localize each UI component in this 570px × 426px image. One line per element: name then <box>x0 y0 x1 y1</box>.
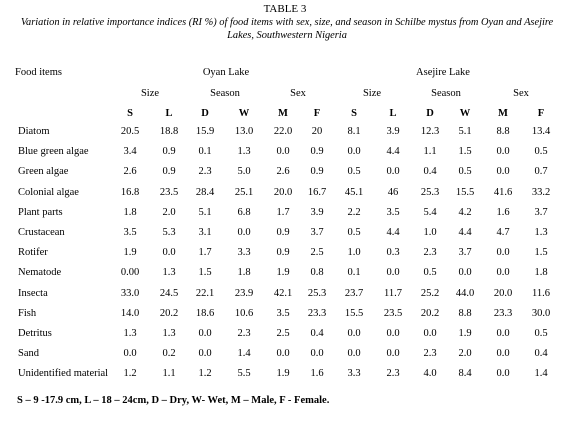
table-cell: 0.0 <box>198 328 212 339</box>
table-cell: 2.6 <box>276 166 290 178</box>
table-cell: 1.7 <box>198 247 212 259</box>
row-label: Rotifer <box>18 247 48 259</box>
table-cell: 3.5 <box>123 227 137 238</box>
table-cell: 3.5 <box>386 206 400 218</box>
table-cell: 22.1 <box>195 287 215 299</box>
column-subheader: M <box>498 108 508 119</box>
table-cell: 8.8 <box>496 126 510 137</box>
table-cell: 3.3 <box>237 247 251 259</box>
table-cell: 2.5 <box>276 328 290 339</box>
table-cell: 0.0 <box>496 166 510 178</box>
table-cell: 3.7 <box>458 247 472 259</box>
table-cell: 2.3 <box>423 247 437 259</box>
table-cell: 3.5 <box>276 307 290 319</box>
table-cell: 1.5 <box>534 247 548 259</box>
table-cell: 0.0 <box>386 328 400 339</box>
table-cell: 0.0 <box>347 146 361 158</box>
table-cell: 4.7 <box>496 227 510 238</box>
table-cell: 1.4 <box>534 368 548 380</box>
table-cell: 24.5 <box>159 287 179 299</box>
table-cell: 0.0 <box>386 166 400 178</box>
table-cell: 3.7 <box>534 206 548 218</box>
table-cell: 0.9 <box>162 146 176 158</box>
row-label: Detritus <box>18 328 52 339</box>
table-cell: 16.7 <box>307 186 327 198</box>
group-header-sex: Sex <box>290 88 306 99</box>
table-cell: 1.0 <box>423 227 437 238</box>
row-label: Sand <box>18 348 39 360</box>
group-header-season: Season <box>210 88 240 99</box>
table-cell: 0.0 <box>276 146 290 158</box>
table-cell: 5.4 <box>423 206 437 218</box>
table-cell: 13.4 <box>531 126 551 137</box>
table-cell: 0.5 <box>458 166 472 178</box>
table-cell: 0.0 <box>198 348 212 360</box>
column-subheader: W <box>459 108 471 119</box>
table-cell: 20.0 <box>273 186 293 198</box>
table-cell: 33.2 <box>531 186 551 198</box>
column-subheader: F <box>537 108 545 119</box>
column-subheader: L <box>389 108 397 119</box>
table-cell: 5.5 <box>237 368 251 380</box>
table-cell: 1.0 <box>347 247 361 259</box>
table-cell: 8.4 <box>458 368 472 380</box>
table-cell: 0.9 <box>276 227 290 238</box>
table-cell: 20.5 <box>120 126 140 137</box>
column-subheader: S <box>127 108 133 119</box>
table-cell: 0.0 <box>276 348 290 360</box>
row-label: Plant parts <box>18 206 63 218</box>
table-cell: 3.4 <box>123 146 137 158</box>
table-cell: 1.2 <box>198 368 212 380</box>
table-cell: 0.1 <box>347 267 361 279</box>
table-cell: 3.1 <box>198 227 212 238</box>
table-cell: 18.6 <box>195 307 215 319</box>
table-cell: 3.7 <box>310 227 324 238</box>
table-cell: 0.0 <box>496 146 510 158</box>
table-cell: 20 <box>311 126 323 137</box>
table-cell: 1.8 <box>534 267 548 279</box>
row-label: Nematode <box>18 267 62 279</box>
table-cell: 0.0 <box>496 368 510 380</box>
lake-header-oyan: Oyan Lake <box>202 67 250 78</box>
table-cell: 0.0 <box>347 348 361 360</box>
table-cell: 1.6 <box>496 206 510 218</box>
table-cell: 3.9 <box>386 126 400 137</box>
row-label: Insecta <box>18 287 48 299</box>
table-cell: 4.4 <box>458 227 472 238</box>
table-cell: 10.6 <box>234 307 254 319</box>
table-cell: 44.0 <box>455 287 475 299</box>
table-cell: 42.1 <box>273 287 293 299</box>
table-cell: 16.8 <box>120 186 140 198</box>
column-subheader: D <box>201 108 209 119</box>
column-subheader: D <box>426 108 434 119</box>
table-cell: 23.9 <box>234 287 254 299</box>
table-cell: 0.7 <box>534 166 548 178</box>
table-cell: 0.0 <box>386 267 400 279</box>
table-cell: 0.0 <box>386 348 400 360</box>
table-cell: 0.9 <box>310 146 324 158</box>
table-cell: 25.2 <box>420 287 440 299</box>
table-cell: 0.2 <box>162 348 176 360</box>
row-label: Green algae <box>18 166 69 178</box>
table-title: TABLE 3 <box>263 3 307 15</box>
table-cell: 1.3 <box>534 227 548 238</box>
table-cell: 5.0 <box>237 166 251 178</box>
lake-header-asejire: Asejire Lake <box>416 67 470 78</box>
table-cell: 0.00 <box>120 267 140 279</box>
table-cell: 1.3 <box>123 328 137 339</box>
table-cell: 0.0 <box>496 247 510 259</box>
table-cell: 3.3 <box>347 368 361 380</box>
table-cell: 1.9 <box>276 368 290 380</box>
row-label: Unidentified material <box>18 368 109 380</box>
table-cell: 23.3 <box>307 307 327 319</box>
table-cell: 0.4 <box>423 166 437 178</box>
table-cell: 0.5 <box>423 267 437 279</box>
table-cell: 2.3 <box>237 328 251 339</box>
table-cell: 0.9 <box>162 166 176 178</box>
table-cell: 6.8 <box>237 206 251 218</box>
table-cell: 11.6 <box>532 287 550 299</box>
table-cell: 5.1 <box>458 126 472 137</box>
table-cell: 0.5 <box>534 328 548 339</box>
table-cell: 1.1 <box>423 146 437 158</box>
table-cell: 8.8 <box>458 307 472 319</box>
table-cell: 23.7 <box>344 287 364 299</box>
table-cell: 14.0 <box>120 307 140 319</box>
table-cell: 0.5 <box>347 227 361 238</box>
table-cell: 4.4 <box>386 146 400 158</box>
row-label: Fish <box>18 307 37 319</box>
table-cell: 12.3 <box>420 126 440 137</box>
row-label: Diatom <box>18 126 50 137</box>
table-cell: 0.0 <box>423 328 437 339</box>
table-cell: 1.7 <box>276 206 290 218</box>
table-cell: 0.1 <box>198 146 212 158</box>
table-cell: 1.6 <box>310 368 324 380</box>
table-cell: 1.1 <box>162 368 176 380</box>
column-subheader: W <box>238 108 250 119</box>
table-cell: 0.4 <box>534 348 548 360</box>
table-cell: 22.0 <box>273 126 293 137</box>
group-header-sex: Sex <box>513 88 529 99</box>
table-cell: 18.8 <box>159 126 179 137</box>
table-cell: 1.3 <box>237 146 251 158</box>
table-cell: 0.0 <box>496 348 510 360</box>
group-header-size: Size <box>140 88 160 99</box>
table-cell: 0.5 <box>347 166 361 178</box>
table-cell: 0.0 <box>123 348 137 360</box>
table-cell: 25.3 <box>420 186 440 198</box>
table-cell: 1.5 <box>198 267 212 279</box>
row-header: Food items <box>15 67 62 78</box>
table-cell: 23.5 <box>383 307 403 319</box>
table-cell: 45.1 <box>344 186 364 198</box>
table-cell: 1.5 <box>458 146 472 158</box>
column-subheader: M <box>278 108 288 119</box>
table-cell: 4.2 <box>458 206 472 218</box>
table-cell: 2.3 <box>423 348 437 360</box>
table-cell: 20.2 <box>420 307 440 319</box>
table-cell: 30.0 <box>531 307 551 319</box>
group-header-size: Size <box>362 88 382 99</box>
table-cell: 15.9 <box>195 126 215 137</box>
table-cell: 0.0 <box>310 348 324 360</box>
table-cell: 13.0 <box>234 126 254 137</box>
table-footnote: S – 9 -17.9 cm, L – 18 – 24cm, D – Dry, W- Wet, M – Male, F - Female. <box>17 395 330 406</box>
table-cell: 0.4 <box>310 328 324 339</box>
table-cell: 15.5 <box>455 186 475 198</box>
table-cell: 4.4 <box>386 227 400 238</box>
row-label: Crustacean <box>18 227 65 238</box>
table-cell: 11.7 <box>384 287 402 299</box>
column-subheader: L <box>165 108 173 119</box>
table-cell: 25.1 <box>234 186 254 198</box>
table-cell: 41.6 <box>493 186 513 198</box>
table-cell: 1.8 <box>237 267 251 279</box>
table-cell: 8.1 <box>347 126 361 137</box>
table-cell: 20.2 <box>159 307 179 319</box>
table-cell: 46 <box>387 186 399 198</box>
table-cell: 15.5 <box>344 307 364 319</box>
table-cell: 4.0 <box>423 368 437 380</box>
table-cell: 3.9 <box>310 206 324 218</box>
table-cell: 0.0 <box>496 267 510 279</box>
table-cell: 20.0 <box>493 287 513 299</box>
table-cell: 25.3 <box>307 287 327 299</box>
table-cell: 0.0 <box>496 328 510 339</box>
table-cell: 1.9 <box>276 267 290 279</box>
table-caption: Variation in relative importance indices (RI %) of food items with sex, size, and season in Schilbe mystus from Oyan and Asejire Lakes, Southwestern Nigeria <box>20 17 554 41</box>
table-cell: 0.0 <box>162 247 176 259</box>
table-cell: 0.9 <box>310 166 324 178</box>
table-cell: 0.9 <box>276 247 290 259</box>
table-cell: 0.0 <box>458 267 472 279</box>
column-subheader: F <box>313 108 321 119</box>
table-cell: 0.3 <box>386 247 400 259</box>
table-cell: 0.0 <box>237 227 251 238</box>
table-cell: 2.2 <box>347 206 361 218</box>
table-cell: 1.8 <box>123 206 137 218</box>
table-cell: 5.1 <box>198 206 212 218</box>
table-cell: 1.3 <box>162 328 176 339</box>
table-cell: 2.0 <box>162 206 176 218</box>
row-label: Blue green algae <box>18 146 89 158</box>
table-cell: 2.6 <box>123 166 137 178</box>
table-cell: 23.3 <box>493 307 513 319</box>
row-label: Colonial algae <box>18 186 79 198</box>
table-cell: 2.3 <box>198 166 212 178</box>
table-cell: 33.0 <box>120 287 140 299</box>
table-cell: 1.9 <box>123 247 137 259</box>
column-subheader: S <box>351 108 357 119</box>
table-cell: 1.9 <box>458 328 472 339</box>
table-cell: 1.4 <box>237 348 251 360</box>
table-cell: 2.3 <box>386 368 400 380</box>
table-cell: 2.0 <box>458 348 472 360</box>
table-cell: 23.5 <box>159 186 179 198</box>
table-cell: 2.5 <box>310 247 324 259</box>
table-cell: 1.3 <box>162 267 176 279</box>
table-cell: 28.4 <box>195 186 215 198</box>
table-cell: 0.8 <box>310 267 324 279</box>
table-cell: 0.0 <box>347 328 361 339</box>
table-cell: 0.5 <box>534 146 548 158</box>
group-header-season: Season <box>431 88 461 99</box>
table-cell: 5.3 <box>162 227 176 238</box>
table-cell: 1.2 <box>123 368 137 380</box>
